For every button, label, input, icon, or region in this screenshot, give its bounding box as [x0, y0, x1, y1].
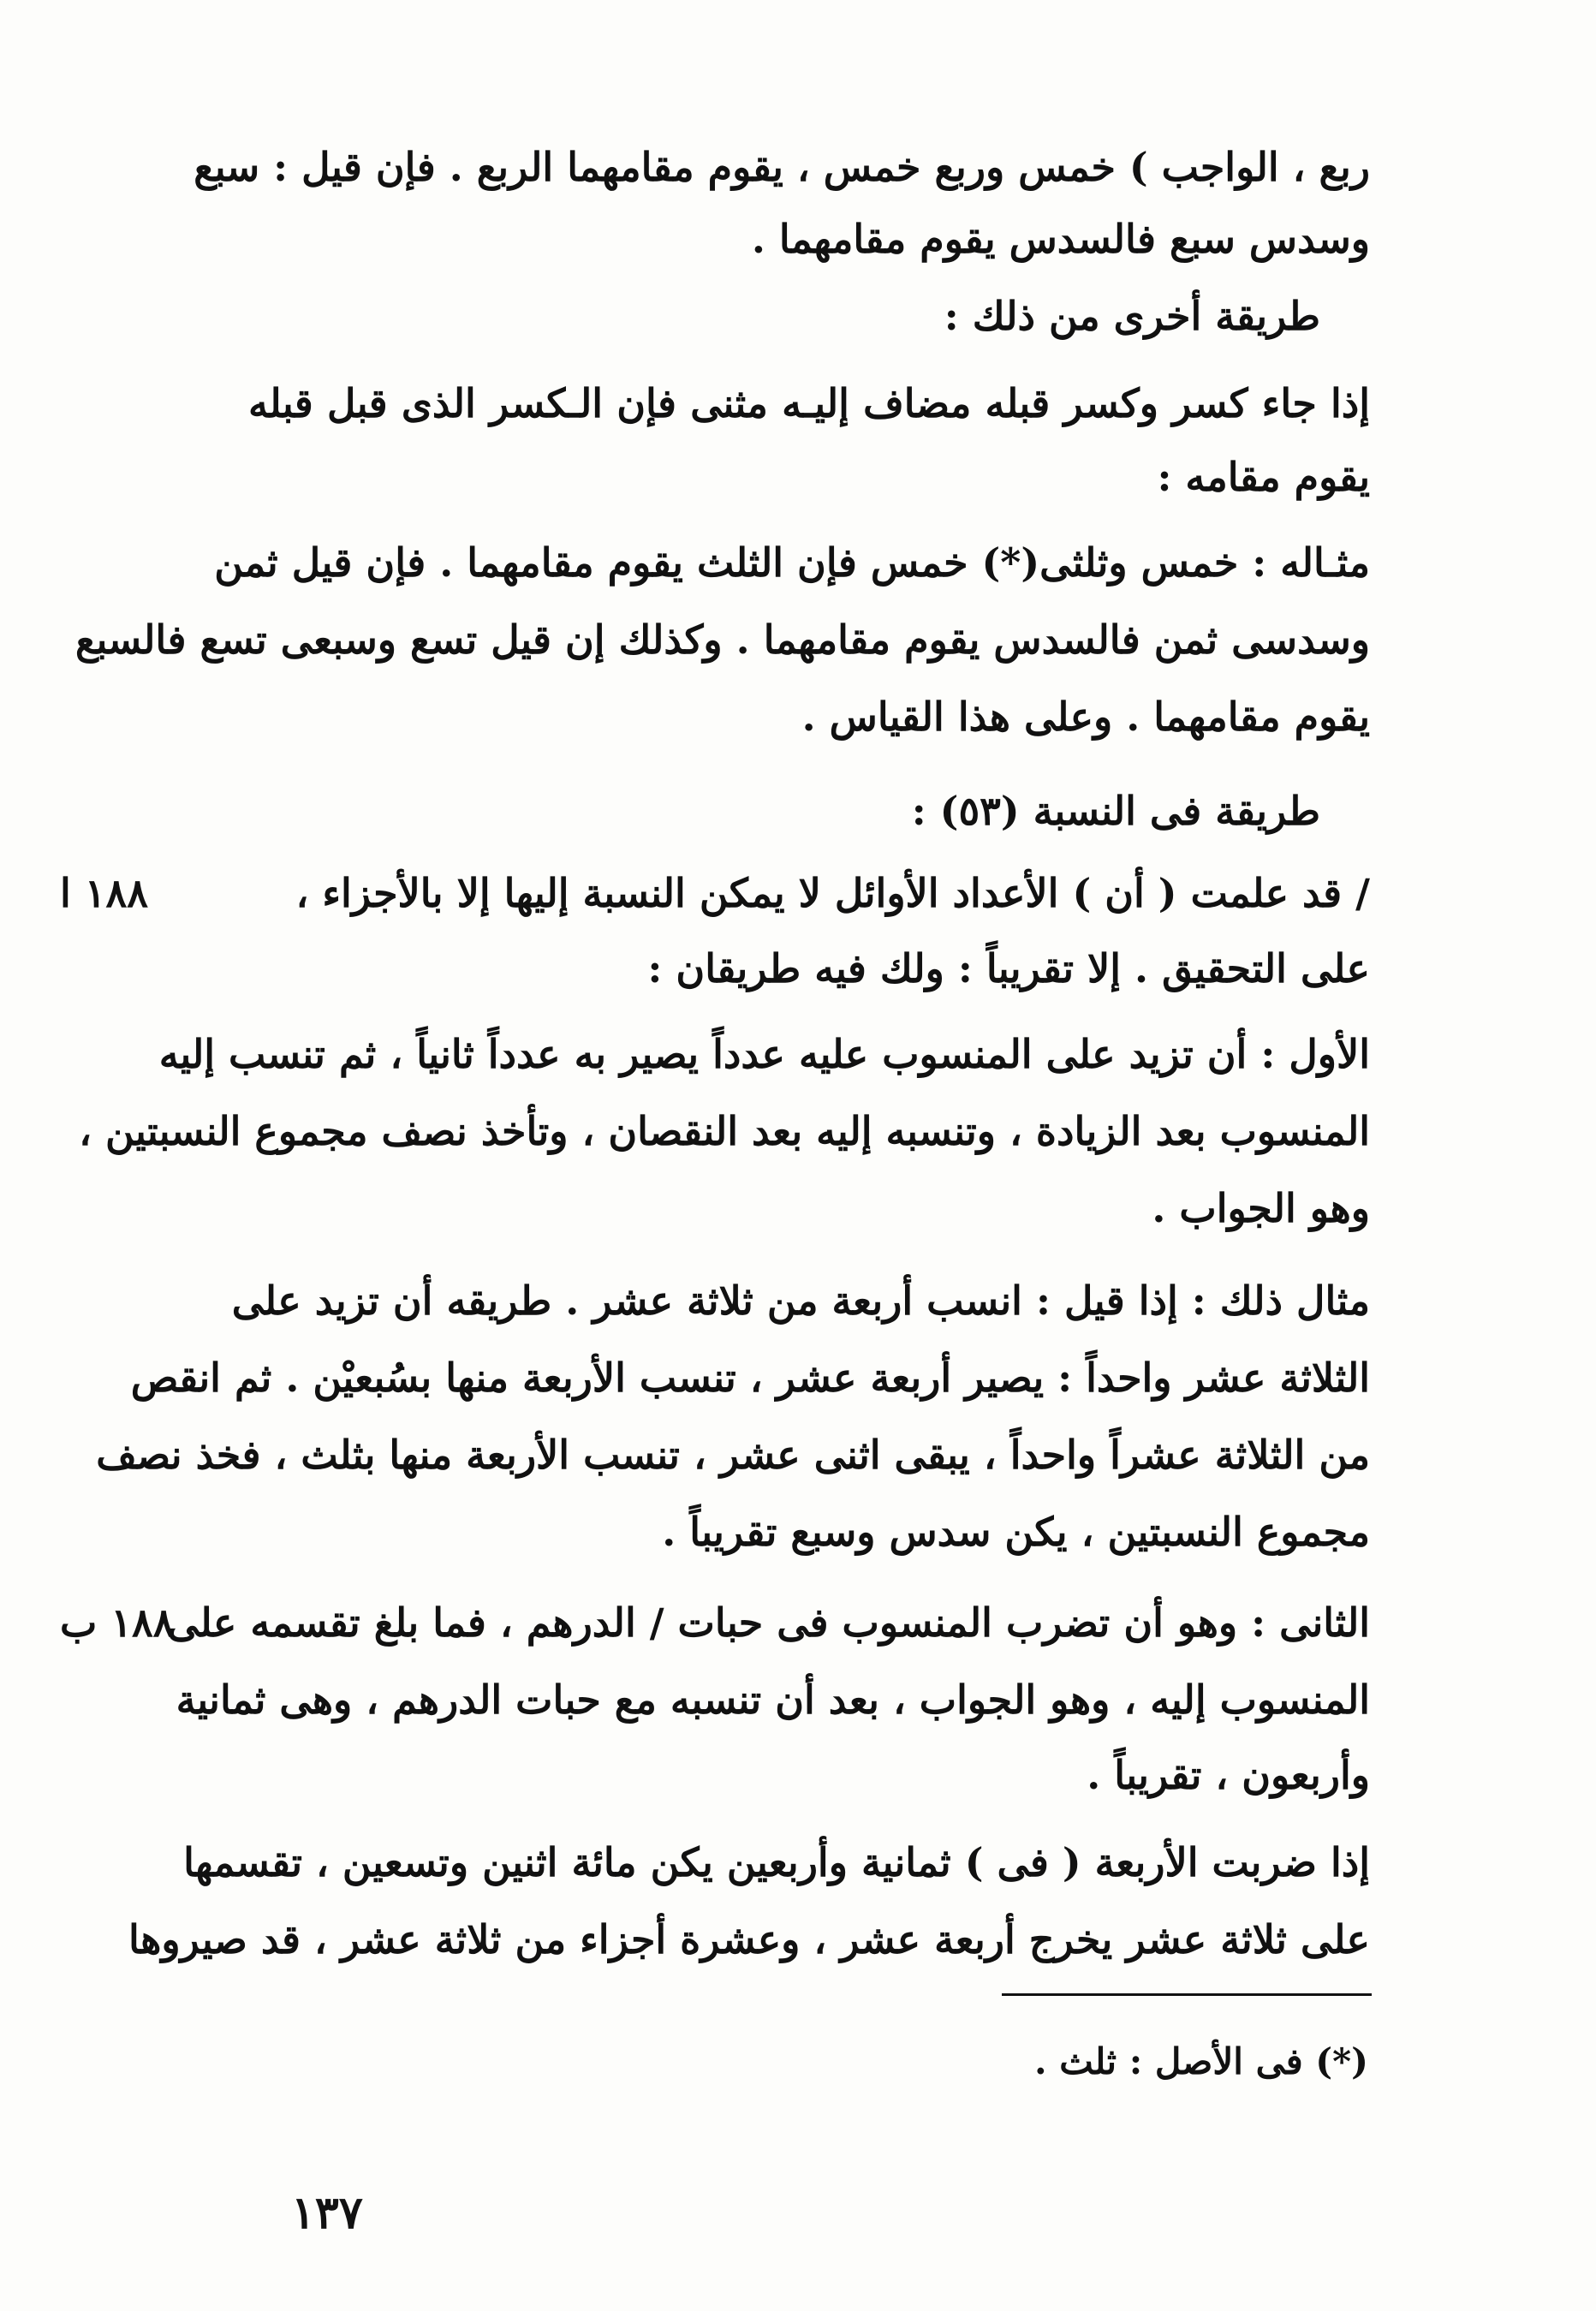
footnote-divider: [1002, 1993, 1372, 1996]
text-line: إذا ضربت الأربعة ( فى ) ثمانية وأربعين يكن مائة اثنين وتسعين ، تقسمها: [183, 1839, 1370, 1885]
margin-folio-note: ١٨٨ ا: [60, 870, 148, 916]
text-line: ربع ، الواجب ) خمس وربع خمس ، يقوم مقامهما الربع . فإن قيل : سبع: [194, 144, 1370, 190]
text-line: المنسوب إليه ، وهو الجواب ، بعد أن تنسبه مع حبات الدرهم ، وهى ثمانية: [176, 1677, 1370, 1723]
text-line: الثلاثة عشر واحداً : يصير أربعة عشر ، تنسب الأربعة منها بسُبعيْن . ثم انقص: [130, 1355, 1370, 1401]
text-line: من الثلاثة عشراً واحداً ، يبقى اثنى عشر ، تنسب الأربعة منها بثلث ، فخذ نصف: [96, 1432, 1370, 1478]
text-line: يقوم مقامه :: [1157, 454, 1370, 500]
text-line: الثانى : وهو أن تضرب المنسوب فى حبات / الدرهم ، فما بلغ تقسمه على: [167, 1599, 1370, 1646]
text-line: مثال ذلك : إذا قيل : انسب أربعة من ثلاثة عشر . طريقه أن تزيد على: [231, 1278, 1370, 1324]
text-line: مجموع النسبتين ، يكن سدس وسبع تقريباً .: [662, 1509, 1370, 1555]
margin-folio-note: ١٨٨ ب: [60, 1599, 175, 1646]
text-line: وسدس سبع فالسدس يقوم مقامهما .: [751, 216, 1370, 262]
text-line: إذا جاء كسر وكسر قبله مضاف إليـه مثنى فإن الـكسر الذى قبل قبله: [248, 380, 1370, 426]
text-line: على التحقيق . إلا تقريباً : ولك فيه طريقان :: [647, 945, 1370, 992]
text-line: وسدسى ثمن فالسدس يقوم مقامهما . وكذلك إن قيل تسع وسبعى تسع فالسبع: [75, 616, 1370, 663]
section-heading: طريقة فى النسبة (٥٣) :: [911, 788, 1320, 834]
page-number: ١٣٧: [291, 2187, 363, 2239]
text-line: مثـاله : خمس وثلثى(*) خمس فإن الثلث يقوم مقامهما . فإن قيل ثمن: [214, 539, 1370, 586]
text-line: وأربعون ، تقريباً .: [1087, 1752, 1370, 1798]
text-line: على ثلاثة عشر يخرج أربعة عشر ، وعشرة أجزاء من ثلاثة عشر ، قد صيروها: [128, 1916, 1370, 1963]
text-line: يقوم مقامهما . وعلى هذا القياس .: [801, 694, 1370, 740]
text-line: المنسوب بعد الزيادة ، وتنسبه إليه بعد النقصان ، وتأخذ نصف مجموع النسبتين ،: [79, 1108, 1370, 1154]
text-line: وهو الجواب .: [1152, 1185, 1370, 1231]
text-line: الأول : أن تزيد على المنسوب عليه عدداً يصير به عدداً ثانياً ، ثم تنسب إليه: [158, 1031, 1370, 1077]
section-heading: طريقة أخرى من ذلك :: [944, 293, 1320, 339]
footnote: (*) فى الأصل : ثلث .: [1034, 2040, 1368, 2082]
text-line: / قد علمت ( أن ) الأعداد الأوائل لا يمكن النسبة إليها إلا بالأجزاء ،: [295, 870, 1370, 916]
